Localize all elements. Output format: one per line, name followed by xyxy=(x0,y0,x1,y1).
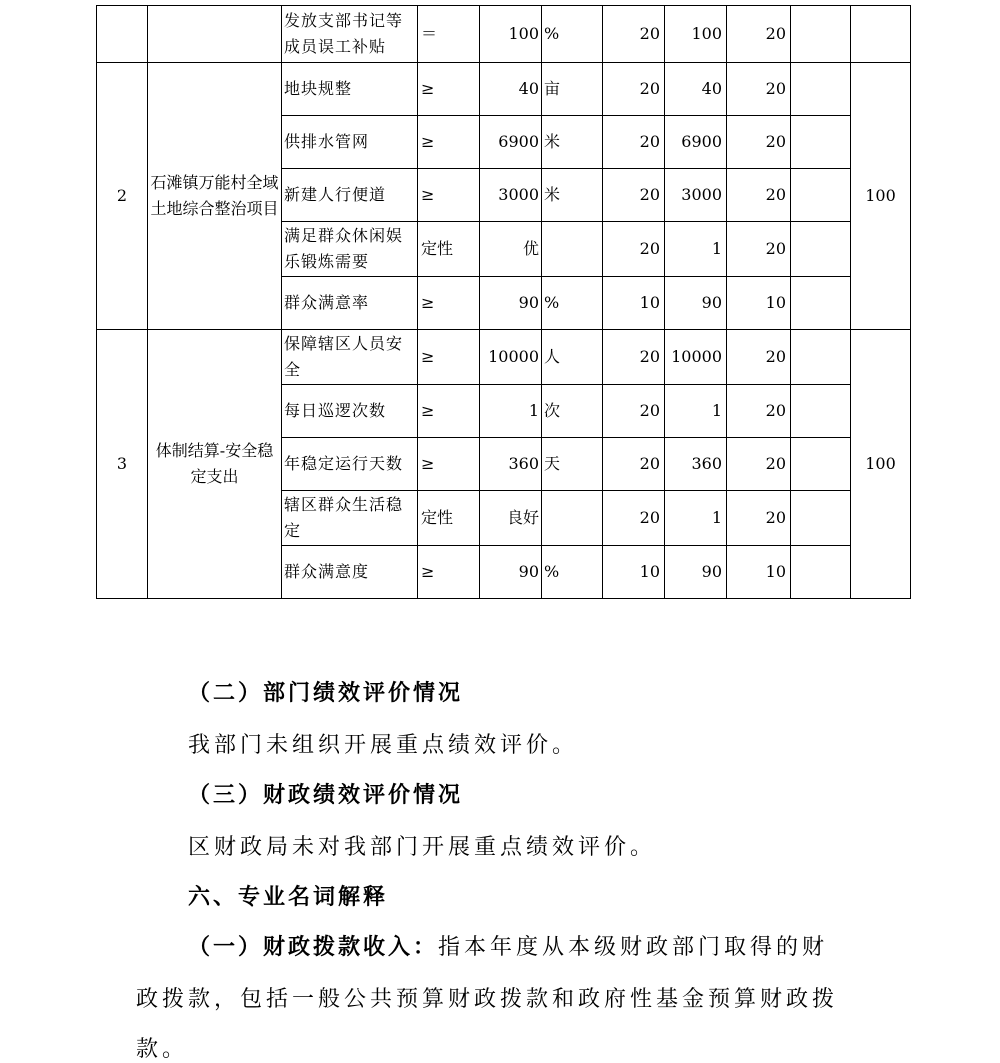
unit-cell: 米 xyxy=(542,169,603,222)
blank-cell xyxy=(791,438,851,491)
unit-cell: 次 xyxy=(542,385,603,438)
blank-cell xyxy=(791,277,851,330)
indicator-cell: 辖区群众生活稳定 xyxy=(282,491,418,546)
total-score-cell: 100 xyxy=(851,63,911,330)
weight-cell: 20 xyxy=(603,169,665,222)
project-name-cell: 石滩镇万能村全域土地综合整治项目 xyxy=(148,63,282,330)
unit-cell: 天 xyxy=(542,438,603,491)
operator-cell: ≥ xyxy=(418,546,480,599)
target-value-cell: 良好 xyxy=(480,491,542,546)
project-name-cell: 体制结算-安全稳定支出 xyxy=(148,330,282,599)
section-heading-glossary: 六、专业名词解释 xyxy=(188,885,389,910)
table-cell xyxy=(97,6,148,63)
weight-cell: 10 xyxy=(603,546,665,599)
target-value-cell: 1 xyxy=(480,385,542,438)
score-cell: 20 xyxy=(727,385,791,438)
table-row xyxy=(97,6,911,63)
weight-cell: 20 xyxy=(603,385,665,438)
indicator-cell: 群众满意度 xyxy=(282,546,418,599)
blank-cell xyxy=(791,63,851,116)
definition-text: 指本年度从本级财政部门取得的财 xyxy=(438,935,829,960)
target-value-cell: 6900 xyxy=(480,116,542,169)
actual-value-cell: 6900 xyxy=(665,116,727,169)
weight-cell: 10 xyxy=(603,277,665,330)
blank-cell xyxy=(791,491,851,546)
actual-value-cell: 90 xyxy=(665,277,727,330)
target-value-cell: 100 xyxy=(480,6,542,63)
operator-cell: ≥ xyxy=(418,330,480,385)
target-value-cell: 3000 xyxy=(480,169,542,222)
score-cell: 20 xyxy=(727,491,791,546)
indicator-cell: 地块规整 xyxy=(282,63,418,116)
total-score-cell: 100 xyxy=(851,330,911,599)
table-cell xyxy=(148,6,282,63)
target-value-cell: 360 xyxy=(480,438,542,491)
actual-value-cell: 40 xyxy=(665,63,727,116)
indicator-cell: 保障辖区人员安全 xyxy=(282,330,418,385)
indicator-cell: 每日巡逻次数 xyxy=(282,385,418,438)
weight-cell: 20 xyxy=(603,116,665,169)
target-value-cell: 40 xyxy=(480,63,542,116)
weight-cell: 20 xyxy=(603,330,665,385)
actual-value-cell: 10000 xyxy=(665,330,727,385)
actual-value-cell: 3000 xyxy=(665,169,727,222)
indicator-cell: 发放支部书记等成员误工补贴 xyxy=(282,6,418,63)
definition-paragraph-line3: 款。 xyxy=(136,1037,189,1062)
actual-value-cell: 90 xyxy=(665,546,727,599)
project-number-cell: 2 xyxy=(97,63,148,330)
unit-cell: 人 xyxy=(542,330,603,385)
indicator-cell: 供排水管网 xyxy=(282,116,418,169)
unit-cell: 米 xyxy=(542,116,603,169)
blank-cell xyxy=(791,6,851,63)
total-score-cell xyxy=(851,6,911,63)
blank-cell xyxy=(791,222,851,277)
score-cell: 10 xyxy=(727,546,791,599)
blank-cell xyxy=(791,330,851,385)
paragraph-finance-evaluation: 区财政局未对我部门开展重点绩效评价。 xyxy=(188,835,657,860)
blank-cell xyxy=(791,116,851,169)
indicator-cell: 年稳定运行天数 xyxy=(282,438,418,491)
unit-cell xyxy=(542,491,603,546)
blank-cell xyxy=(791,169,851,222)
score-cell: 20 xyxy=(727,438,791,491)
operator-cell: ≥ xyxy=(418,277,480,330)
table-row xyxy=(97,63,911,116)
operator-cell: ≥ xyxy=(418,169,480,222)
operator-cell: 定性 xyxy=(418,222,480,277)
definition-paragraph-line1 xyxy=(188,930,828,961)
score-cell: 20 xyxy=(727,222,791,277)
performance-table xyxy=(96,5,911,599)
target-value-cell: 优 xyxy=(480,222,542,277)
target-value-cell: 90 xyxy=(480,277,542,330)
definition-paragraph-line2: 政拨款，包括一般公共预算财政拨款和政府性基金预算财政拨 xyxy=(136,987,839,1012)
operator-cell: ≥ xyxy=(418,438,480,491)
unit-cell: % xyxy=(542,6,603,63)
operator-cell: ≥ xyxy=(418,116,480,169)
unit-cell: 亩 xyxy=(542,63,603,116)
weight-cell: 20 xyxy=(603,222,665,277)
project-number-cell: 3 xyxy=(97,330,148,599)
indicator-cell: 群众满意率 xyxy=(282,277,418,330)
actual-value-cell: 1 xyxy=(665,222,727,277)
weight-cell: 20 xyxy=(603,6,665,63)
target-value-cell: 10000 xyxy=(480,330,542,385)
blank-cell xyxy=(791,385,851,438)
section-heading-dept-evaluation: （二）部门绩效评价情况 xyxy=(188,681,464,706)
indicator-cell: 满足群众休闲娱乐锻炼需要 xyxy=(282,222,418,277)
blank-cell xyxy=(791,546,851,599)
actual-value-cell: 1 xyxy=(665,385,727,438)
score-cell: 10 xyxy=(727,277,791,330)
score-cell: 20 xyxy=(727,116,791,169)
indicator-cell: 新建人行便道 xyxy=(282,169,418,222)
operator-cell: ≥ xyxy=(418,63,480,116)
score-cell: 20 xyxy=(727,6,791,63)
weight-cell: 20 xyxy=(603,63,665,116)
section-heading-finance-evaluation: （三）财政绩效评价情况 xyxy=(188,783,464,808)
operator-cell: ＝ xyxy=(418,6,480,63)
actual-value-cell: 100 xyxy=(665,6,727,63)
actual-value-cell: 360 xyxy=(665,438,727,491)
paragraph-dept-evaluation: 我部门未组织开展重点绩效评价。 xyxy=(188,733,579,758)
score-cell: 20 xyxy=(727,330,791,385)
definition-term: （一）财政拨款收入： xyxy=(188,935,439,960)
unit-cell: % xyxy=(542,546,603,599)
unit-cell: % xyxy=(542,277,603,330)
unit-cell xyxy=(542,222,603,277)
operator-cell: ≥ xyxy=(418,385,480,438)
weight-cell: 20 xyxy=(603,438,665,491)
table-row xyxy=(97,330,911,385)
operator-cell: 定性 xyxy=(418,491,480,546)
score-cell: 20 xyxy=(727,63,791,116)
actual-value-cell: 1 xyxy=(665,491,727,546)
weight-cell: 20 xyxy=(603,491,665,546)
score-cell: 20 xyxy=(727,169,791,222)
target-value-cell: 90 xyxy=(480,546,542,599)
